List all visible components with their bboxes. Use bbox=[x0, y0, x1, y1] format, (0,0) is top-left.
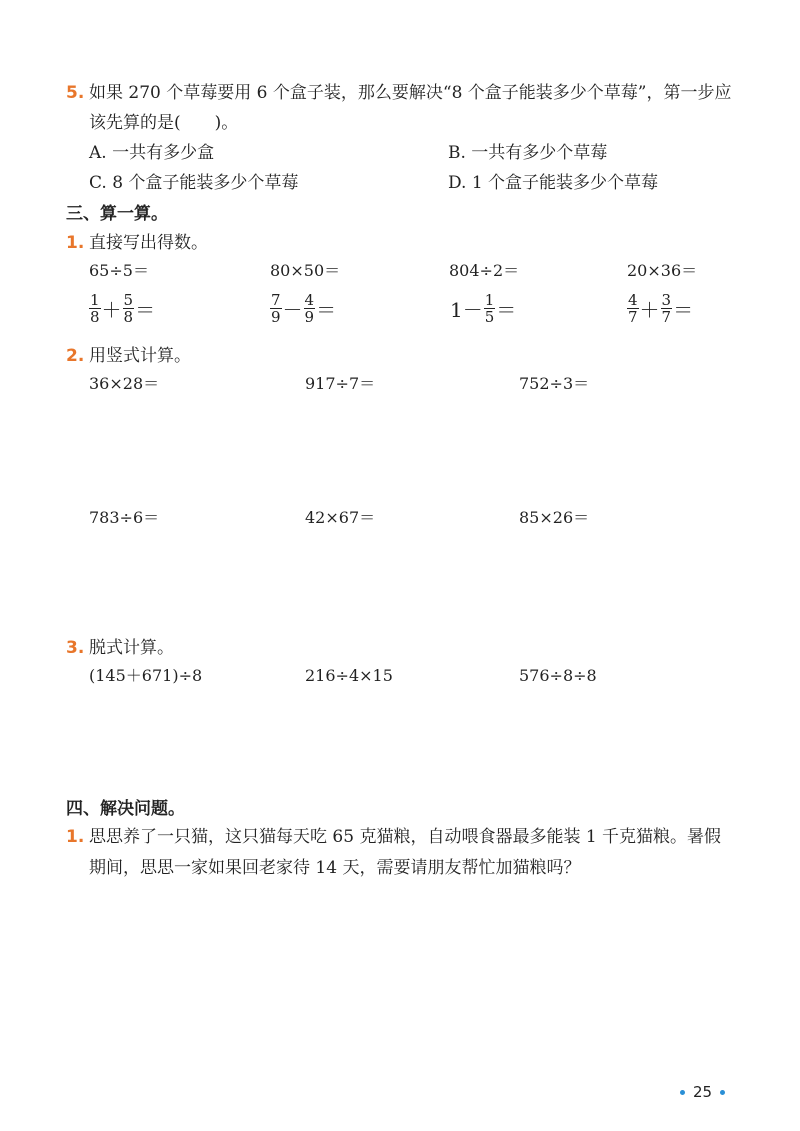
section-title: 三、算一算。 bbox=[66, 204, 168, 224]
word-problem-line-2: 期间，思思一家如果回老家待 14 天，需要请朋友帮忙加猫粮吗？ bbox=[89, 858, 581, 878]
oral-calc-expression: 804÷2＝ bbox=[449, 261, 520, 280]
vertical-calc-expression: 752÷3＝ bbox=[519, 374, 590, 393]
oral-calc-expression: 20×36＝ bbox=[627, 261, 698, 280]
fraction-expression: $\frac{4}{7}$ ＋ $\frac{3}{7}$ ＝ bbox=[628, 291, 694, 326]
option-c: C. 8 个盒子能装多少个草莓 bbox=[89, 173, 299, 193]
fraction-expression: $\frac{1}{8}$ ＋ $\frac{5}{8}$ ＝ bbox=[90, 291, 156, 326]
option-b: B. 一共有多少个草莓 bbox=[448, 143, 608, 163]
fraction: $\frac{7}{9}$ bbox=[271, 291, 281, 326]
fraction-expression: $\frac{7}{9}$ － $\frac{4}{9}$ ＝ bbox=[271, 291, 337, 326]
fraction-expression: 1－ $\frac{1}{5}$ ＝ bbox=[450, 291, 517, 326]
problem-number: 1. bbox=[66, 827, 85, 847]
page-number: 25 bbox=[680, 1083, 725, 1101]
question-number: 5. bbox=[66, 83, 85, 103]
step-calc-expression: (145＋671)÷8 bbox=[89, 666, 203, 685]
question-text-line-1: 如果 270 个草莓要用 6 个盒子装，那么要解决“8 个盒子能装多少个草莓”，第一步应 bbox=[89, 83, 732, 103]
bullet-dot-icon bbox=[680, 1090, 685, 1095]
problem-label: 用竖式计算。 bbox=[89, 346, 191, 366]
vertical-calc-expression: 917÷7＝ bbox=[305, 374, 376, 393]
fraction: $\frac{4}{9}$ bbox=[304, 291, 315, 326]
word-problem-line-1: 思思养了一只猫，这只猫每天吃 65 克猫粮，自动喂食器最多能装 1 千克猫粮。暑假 bbox=[89, 827, 722, 847]
problem-label: 直接写出得数。 bbox=[89, 233, 208, 253]
oral-calc-expression: 80×50＝ bbox=[270, 261, 341, 280]
oral-calc-expression: 65÷5＝ bbox=[89, 261, 149, 280]
option-a: A. 一共有多少盒 bbox=[89, 143, 215, 163]
vertical-calc-expression: 783÷6＝ bbox=[89, 508, 160, 527]
fraction: $\frac{5}{8}$ bbox=[123, 291, 134, 326]
fraction: $\frac{1}{5}$ bbox=[484, 291, 495, 326]
section-title: 四、解决问题。 bbox=[66, 799, 185, 819]
fraction: $\frac{1}{8}$ bbox=[90, 291, 100, 326]
fraction: $\frac{3}{7}$ bbox=[661, 291, 672, 326]
step-calc-expression: 576÷8÷8 bbox=[519, 666, 597, 685]
fraction: $\frac{4}{7}$ bbox=[628, 291, 638, 326]
vertical-calc-expression: 42×67＝ bbox=[305, 508, 376, 527]
option-d: D. 1 个盒子能装多少个草莓 bbox=[448, 173, 659, 193]
step-calc-expression: 216÷4×15 bbox=[305, 666, 393, 685]
vertical-calc-expression: 36×28＝ bbox=[89, 374, 160, 393]
vertical-calc-expression: 85×26＝ bbox=[519, 508, 590, 527]
problem-label: 脱式计算。 bbox=[89, 638, 174, 658]
bullet-dot-icon bbox=[720, 1090, 725, 1095]
problem-number: 1. bbox=[66, 233, 85, 253]
problem-number: 3. bbox=[66, 638, 85, 658]
question-text-line-2: 该先算的是( )。 bbox=[89, 113, 239, 133]
problem-number: 2. bbox=[66, 346, 85, 366]
